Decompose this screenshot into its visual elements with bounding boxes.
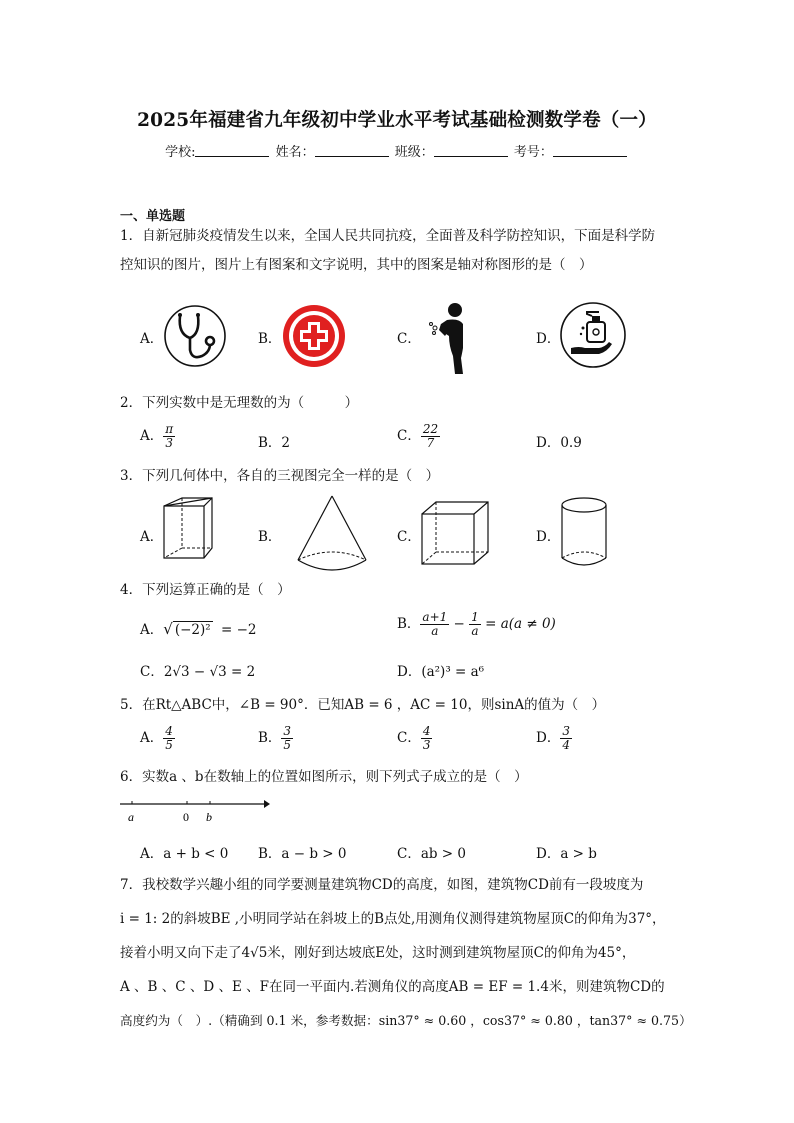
- question-2-option-a[interactable]: [140, 423, 175, 450]
- denominator: a: [431, 624, 439, 638]
- option-letter: B．: [258, 730, 282, 746]
- cylinder-figure: [560, 496, 608, 568]
- question-5-stem: 5．在Rt△ABC中，∠B = 90°．已知AB = 6 ，AC = 10，则sinA的值为（ ）: [120, 697, 606, 713]
- fraction: [421, 725, 433, 752]
- question-1-option-b[interactable]: B．: [258, 331, 282, 347]
- number-blank[interactable]: [553, 144, 627, 157]
- question-5-option-b[interactable]: [258, 725, 293, 752]
- option-letter: C．: [397, 730, 421, 746]
- cone-figure: [296, 494, 368, 574]
- question-2-stem: 2．下列实数中是无理数的为（ ）: [120, 395, 359, 411]
- question-3-stem: 3．下列几何体中，各自的三视图完全一样的是（ ）: [120, 468, 440, 484]
- option-letter: C．: [397, 428, 421, 444]
- numerator: 3: [283, 724, 292, 738]
- numerator: a+1: [422, 610, 448, 624]
- question-3-option-a[interactable]: A．: [140, 529, 164, 545]
- class-blank[interactable]: [434, 144, 508, 157]
- question-3-option-c[interactable]: C．: [397, 529, 421, 545]
- axis-label-b: b: [206, 810, 212, 824]
- question-2-option-d[interactable]: D．0.9: [536, 435, 582, 451]
- coughing-person-icon: [425, 300, 475, 376]
- student-info-line: [0, 141, 794, 160]
- question-2-option-b[interactable]: B．2: [258, 435, 291, 451]
- question-5-option-a[interactable]: [140, 725, 175, 752]
- question-1-stem: [120, 222, 680, 280]
- fraction: [163, 725, 175, 752]
- section-heading: 一、单选题: [120, 209, 186, 224]
- question-7-line5: 高度约为（ ）.（精确到 0.1 米，参考数据：sin37° ≈ 0.60 ，cos37° ≈ 0.80 ，tan37° ≈ 0.75）: [120, 1013, 692, 1028]
- sqrt-radicand: (−2)²: [174, 622, 211, 638]
- question-6-option-c[interactable]: C．ab > 0: [397, 846, 467, 862]
- axis-label-a: a: [128, 810, 134, 824]
- question-4-option-a[interactable]: [140, 618, 256, 638]
- question-1-option-a[interactable]: A．: [140, 331, 164, 347]
- question-7-line4: A 、B 、C 、D 、E 、F在同一平面内.若测角仪的高度AB = EF = 1.4米，则建筑物CD的: [120, 979, 665, 995]
- numerator: 4: [165, 724, 173, 738]
- triangular-prism-figure: [162, 496, 214, 566]
- question-6-option-a[interactable]: A．a + b < 0: [140, 846, 229, 862]
- number-line-figure: [118, 797, 270, 827]
- fraction: [469, 611, 481, 638]
- stethoscope-icon: [162, 304, 228, 368]
- question-4-option-c[interactable]: C．2√3 − √3 = 2: [140, 664, 256, 680]
- question-5-option-c[interactable]: [397, 725, 432, 752]
- medical-cross-icon: [281, 304, 347, 368]
- option-letter: A．: [140, 428, 164, 444]
- question-1-line1: 1．自新冠肺炎疫情发生以来，全国人民共同抗疫，全面普及科学防控知识，下面是科学防: [120, 228, 656, 244]
- question-4-option-d[interactable]: D．(a²)³ = a⁶: [397, 664, 485, 680]
- option-letter: A．: [140, 622, 164, 638]
- numerator: 22: [422, 422, 439, 436]
- question-4-stem: 4．下列运算正确的是（ ）: [120, 582, 291, 598]
- name-label: 姓名：: [275, 145, 315, 160]
- question-1-option-c[interactable]: C．: [397, 331, 421, 347]
- option-b-rhs: = a(a ≠ 0): [485, 616, 556, 632]
- question-6-option-d[interactable]: D．a > b: [536, 846, 597, 862]
- question-1-line2: 控知识的图片，图片上有图案和文字说明，其中的图案是轴对称图形的是（ ）: [120, 257, 593, 273]
- school-label: 学校:: [165, 145, 196, 160]
- school-blank[interactable]: [195, 144, 269, 157]
- question-6-option-b[interactable]: B．a − b > 0: [258, 846, 347, 862]
- denominator: 3: [422, 738, 431, 752]
- fraction: [421, 423, 440, 450]
- question-3-option-d[interactable]: D．: [536, 529, 561, 545]
- denominator: 5: [165, 738, 173, 752]
- numerator: 3: [562, 724, 570, 738]
- question-7-line1: 7．我校数学兴趣小组的同学要测量建筑物CD的高度，如图，建筑物CD前有一段坡度为: [120, 877, 644, 893]
- question-2-option-c[interactable]: [397, 423, 440, 450]
- cube-figure: [420, 500, 490, 566]
- numerator: 1: [471, 610, 479, 624]
- question-1-option-d[interactable]: D．: [536, 331, 561, 347]
- fraction: [420, 611, 449, 638]
- class-label: 班级：: [394, 145, 434, 160]
- denominator: 5: [283, 738, 292, 752]
- hand-sanitizer-icon: [559, 302, 627, 368]
- option-letter: A．: [140, 730, 164, 746]
- fraction: [560, 725, 572, 752]
- numerator: 4: [422, 724, 431, 738]
- question-7-line2: i = 1: 2的斜坡BE ,小明同学站在斜坡上的B点处,用测角仪测得建筑物屋顶C的仰角为37°，: [120, 911, 666, 927]
- option-letter: B．: [397, 616, 421, 632]
- axis-label-zero: 0: [183, 810, 189, 824]
- fraction: [281, 725, 293, 752]
- denominator: 7: [426, 436, 435, 450]
- denominator: 4: [562, 738, 570, 752]
- question-7-stem: [120, 868, 692, 1038]
- fraction: [163, 423, 175, 450]
- question-4-option-b[interactable]: B． $\frac{a+1}{a}$ − $\frac{1}{a}$ = a(a ≠ 0): [397, 610, 556, 638]
- name-blank[interactable]: [315, 144, 389, 157]
- number-label: 考号：: [513, 145, 553, 160]
- sqrt-sign: √: [163, 620, 173, 638]
- question-7-line3: 接着小明又向下走了4√5米，刚好到达坡底E处，这时测到建筑物屋顶C的仰角为45°，: [120, 945, 636, 961]
- denominator: a: [471, 624, 479, 638]
- question-5-option-d[interactable]: [536, 725, 572, 752]
- page-title: 2025年福建省九年级初中学业水平考试基础检测数学卷（一）: [137, 110, 657, 131]
- question-3-option-b[interactable]: B．: [258, 529, 282, 545]
- option-letter: D．: [536, 730, 561, 746]
- denominator: 3: [165, 436, 174, 450]
- question-6-stem: 6．实数a 、b在数轴上的位置如图所示，则下列式子成立的是（ ）: [120, 769, 528, 785]
- numerator: π: [165, 422, 174, 436]
- option-a-rhs: = −2: [220, 622, 257, 638]
